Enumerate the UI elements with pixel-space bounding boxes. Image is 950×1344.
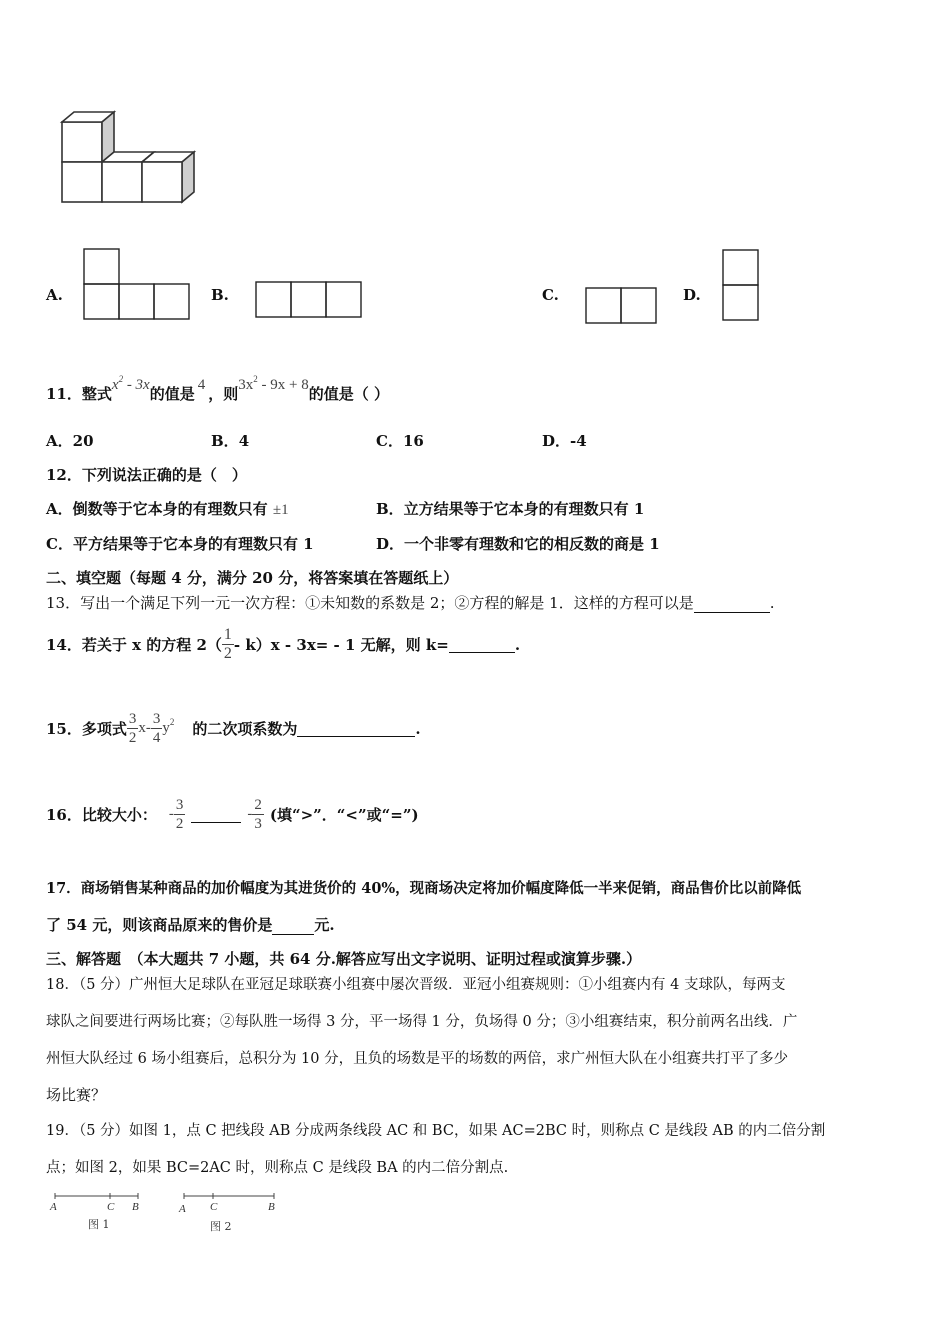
q13-text: 13．写出一个满足下列一元一次方程：①未知数的系数是 2；②方程的解是 1．这样的方程可以是 bbox=[46, 594, 694, 612]
q11-option-a bbox=[46, 430, 94, 451]
q16-f2-den: 3 bbox=[254, 816, 262, 832]
q13-end: . bbox=[769, 594, 775, 612]
q11-option-b-label: B． bbox=[211, 432, 239, 450]
q11-option-c bbox=[376, 430, 424, 451]
q14-frac-num: 1 bbox=[223, 626, 232, 643]
question-15 bbox=[46, 710, 421, 747]
question-18-line-2: 球队之间要进行两场比赛；②每队胜一场得 3 分，平一场得 1 分，负场得 0 分；③小组赛结束，积分前两名出线．广 bbox=[46, 1014, 798, 1030]
q16-answer-blank[interactable] bbox=[191, 806, 241, 823]
fig2-label-a: A bbox=[179, 1203, 186, 1215]
q15-f1-num: 3 bbox=[128, 711, 137, 727]
q11-option-a-value: 20 bbox=[72, 432, 94, 450]
q11-option-b-value: 4 bbox=[238, 432, 250, 450]
cube-solid-figure bbox=[55, 108, 215, 208]
question-18-line-1: 18．（5 分）广州恒大足球队在亚冠足球联赛小组赛中屡次晋级．亚冠小组赛规则：①小组赛内有 4 支球队，每两支 bbox=[46, 977, 786, 993]
q15-f2-den: 4 bbox=[152, 730, 161, 746]
figure-1-segment bbox=[50, 1190, 160, 1240]
q11-option-d-value: -4 bbox=[570, 432, 587, 450]
q11-text-2: 的值是 bbox=[149, 385, 195, 403]
q16-neg-1: - bbox=[168, 806, 174, 822]
q11-expr2-rest: - 9x + 8 bbox=[257, 377, 309, 393]
q12-option-c: C．平方结果等于它本身的有理数只有 1 bbox=[46, 535, 314, 553]
q11-expr1 bbox=[111, 374, 150, 393]
question-16 bbox=[46, 796, 419, 833]
q15-fraction-1 bbox=[127, 710, 139, 747]
q14-frac-den: 2 bbox=[223, 645, 232, 662]
question-18-line-3: 州恒大队经过 6 场小组赛后，总积分为 10 分，且负的场数是平的场数的两倍，求广州恒大队在小组赛共打平了多少 bbox=[46, 1051, 789, 1067]
q11-text-3: ，则 bbox=[208, 385, 239, 403]
q11-option-d bbox=[542, 430, 587, 451]
question-17-line-2 bbox=[46, 914, 335, 935]
option-c-label: C. bbox=[542, 286, 559, 304]
option-b-view bbox=[255, 281, 365, 319]
q16-fraction-1 bbox=[174, 796, 186, 833]
q16-f2-num: 2 bbox=[254, 797, 262, 813]
q15-y: y bbox=[162, 720, 170, 736]
q11-expr1-exp: 2 bbox=[118, 374, 124, 384]
q16-neg-2: - bbox=[247, 806, 253, 822]
fig2-caption: 图 2 bbox=[210, 1220, 232, 1233]
fig1-label-b: B bbox=[132, 1201, 139, 1213]
figure-2-segment bbox=[178, 1190, 288, 1240]
q11-expr2 bbox=[238, 374, 309, 393]
q16-f1-num: 3 bbox=[175, 797, 184, 813]
question-18-line-4: 场比赛？ bbox=[46, 1086, 107, 1104]
section-2-heading: 二、填空题（每题 4 分，满分 20 分，将答案填在答题纸上） bbox=[46, 569, 459, 587]
q15-mid: x- bbox=[138, 720, 151, 736]
fig2-label-b: B bbox=[268, 1201, 275, 1213]
q12-option-a bbox=[46, 498, 289, 519]
question-13 bbox=[46, 592, 775, 613]
q16-text-a: 16．比较大小： bbox=[46, 806, 157, 824]
q17-answer-blank[interactable] bbox=[272, 934, 314, 935]
q11-text-4: 的值是（ ） bbox=[308, 385, 389, 403]
fig1-label-a: A bbox=[50, 1201, 57, 1213]
q13-answer-blank[interactable] bbox=[694, 612, 770, 613]
question-17-line-1: 17．商场销售某种商品的加价幅度为其进货价的 40%，现商场决定将加价幅度降低一半来促销，商品售价比以前降低 bbox=[46, 880, 802, 897]
section-3-heading: 三、解答题 （本大题共 7 小题，共 64 分.解答应写出文字说明、证明过程或演算步骤.） bbox=[46, 950, 642, 968]
q15-f1-den: 2 bbox=[128, 730, 137, 746]
q15-text-a: 15．多项式 bbox=[46, 720, 127, 738]
q12-option-d: D．一个非零有理数和它的相反数的商是 1 bbox=[376, 535, 660, 553]
option-a-label: A. bbox=[46, 286, 63, 304]
option-c-view bbox=[585, 287, 660, 325]
option-a-view bbox=[83, 248, 193, 322]
q15-end: . bbox=[415, 719, 421, 738]
q12-option-b: B．立方结果等于它本身的有理数只有 1 bbox=[376, 500, 645, 518]
fig2-label-c: C bbox=[210, 1201, 218, 1213]
fig1-caption: 图 1 bbox=[88, 1218, 110, 1231]
q11-option-b bbox=[211, 430, 249, 451]
q15-answer-blank[interactable] bbox=[297, 720, 415, 737]
question-11 bbox=[46, 374, 389, 404]
q14-fraction bbox=[222, 626, 234, 663]
q14-text-b: - k）x - 3x= - 1 无解，则 k= bbox=[233, 636, 449, 654]
q15-f2-num: 3 bbox=[152, 711, 161, 727]
q11-option-d-label: D． bbox=[542, 432, 571, 450]
option-d-label: D. bbox=[683, 286, 701, 304]
q11-option-a-label: A． bbox=[46, 432, 73, 450]
q11-text: 整式 bbox=[81, 385, 112, 403]
question-12-stem: 12．下列说法正确的是（ ） bbox=[46, 466, 247, 484]
q11-expr2-term: 3x bbox=[238, 377, 254, 393]
q11-option-c-label: C． bbox=[376, 432, 403, 450]
option-d-view bbox=[722, 249, 762, 323]
q11-expr2-exp: 2 bbox=[253, 374, 258, 384]
q17-text-a: 了 54 元，则该商品原来的售价是 bbox=[46, 916, 273, 934]
question-19-line-1: 19．（5 分）如图 1，点 C 把线段 AB 分成两条线段 AC 和 BC，如果 AC=2BC 时，则称点 C 是线段 AB 的内二倍分割 bbox=[46, 1123, 826, 1139]
q11-expr1-rest: - 3x bbox=[123, 377, 150, 393]
q11-expr1-var: x bbox=[111, 377, 119, 393]
q15-text-b: 的二次项系数为 bbox=[192, 720, 298, 738]
q14-text-a: 14．若关于 x 的方程 2（ bbox=[46, 636, 222, 654]
q11-number: 11． bbox=[46, 385, 82, 403]
q14-end: . bbox=[514, 635, 521, 654]
q14-answer-blank[interactable] bbox=[449, 636, 515, 653]
q11-value: 4 bbox=[197, 377, 206, 393]
q17-text-b: 元. bbox=[314, 916, 335, 934]
q16-f1-den: 2 bbox=[175, 816, 184, 832]
q15-fraction-2 bbox=[151, 710, 163, 747]
q11-option-c-value: 16 bbox=[402, 432, 424, 450]
q15-y-exp: 2 bbox=[169, 716, 175, 727]
fig1-label-c: C bbox=[107, 1201, 115, 1213]
q12-option-a-text: A．倒数等于它本身的有理数只有 bbox=[46, 500, 268, 518]
q12-option-a-symbol: ±1 bbox=[272, 502, 289, 518]
question-14 bbox=[46, 626, 520, 663]
q16-fraction-2 bbox=[252, 796, 264, 833]
option-b-label: B. bbox=[211, 286, 229, 304]
question-19-line-2: 点；如图 2，如果 BC=2AC 时，则称点 C 是线段 BA 的内二倍分割点. bbox=[46, 1160, 509, 1176]
q16-text-b: (填“>”．“<”或“=”) bbox=[269, 806, 419, 824]
